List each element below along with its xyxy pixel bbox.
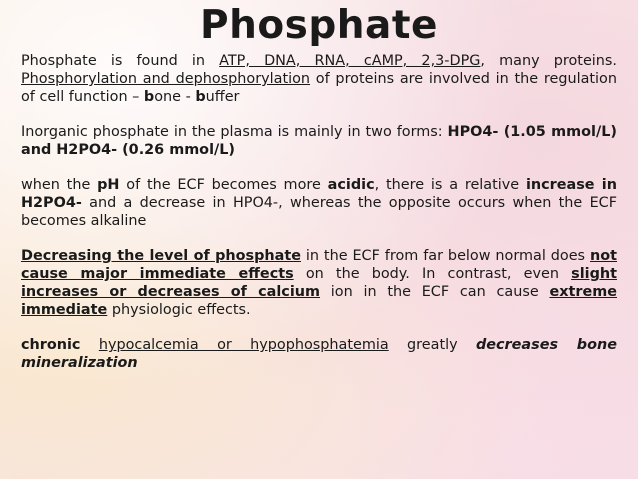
text-segment: greatly — [388, 337, 476, 353]
bold-underlined-no-major-effects: not cause major immediate effects — [21, 248, 617, 282]
text-segment: , there is a relative — [374, 177, 526, 193]
paragraph-phosphate-locations — [21, 52, 617, 106]
paragraph-phosphate-vs-calcium — [21, 247, 617, 319]
text-segment: in the ECF from far below normal does — [300, 248, 590, 264]
text-segment: , many proteins. — [480, 53, 617, 69]
bold-increase-h2po4: increase in H2PO4- — [21, 177, 617, 211]
bold-phosphate-forms: HPO4- (1.05 mmol/L) and H2PO4- (0.26 mmol/L) — [21, 124, 617, 158]
text-segment: of the ECF becomes more — [119, 177, 328, 193]
paragraph-bone-mineralization — [21, 336, 617, 372]
text-segment: Inorganic phosphate in the plasma is mainly in two forms: — [21, 124, 448, 140]
bold-italic-decreases-mineralization: decreases bone mineralization — [21, 337, 617, 371]
text-segment: uffer — [205, 89, 240, 105]
underlined-hypo-conditions: hypocalcemia or hypophosphatemia — [98, 337, 389, 353]
paragraph-ph-effect — [21, 176, 617, 230]
bold-chronic: chronic — [21, 337, 81, 353]
text-segment: on the body. In contrast, even — [293, 266, 572, 282]
paragraph-inorganic-phosphate — [21, 123, 617, 159]
bold-ph: pH — [97, 177, 120, 193]
bold-underlined-extreme-immediate: extreme immediate — [21, 284, 618, 318]
text-segment: when the — [21, 177, 98, 193]
bold-underlined-calcium-changes: slight increases or decreases of calcium — [21, 266, 617, 300]
bold-letter-b: b — [195, 89, 206, 105]
slide-title: Phosphate — [200, 3, 438, 48]
bold-underlined-decreasing-phosphate: Decreasing the level of phosphate — [21, 248, 301, 264]
text-segment: of proteins are involved in the regulation of cell function – — [21, 71, 617, 105]
bold-acidic: acidic — [327, 177, 375, 193]
text-segment — [80, 337, 98, 353]
text-segment: physiologic effects. — [107, 302, 251, 318]
underlined-phosphorylation: Phosphorylation and dephosphorylation — [21, 71, 311, 87]
text-segment: Phosphate is found in — [21, 53, 220, 69]
underlined-molecules: ATP, DNA, RNA, cAMP, 2,3-DPG — [219, 53, 481, 69]
bold-letter-b: b — [143, 89, 155, 105]
text-segment: and a decrease in HPO4-, whereas the opposite occurs when the ECF becomes alkaline — [21, 195, 617, 229]
slide-body — [21, 52, 617, 389]
text-segment: one - — [154, 89, 196, 105]
text-segment: ion in the ECF can cause — [320, 284, 550, 300]
